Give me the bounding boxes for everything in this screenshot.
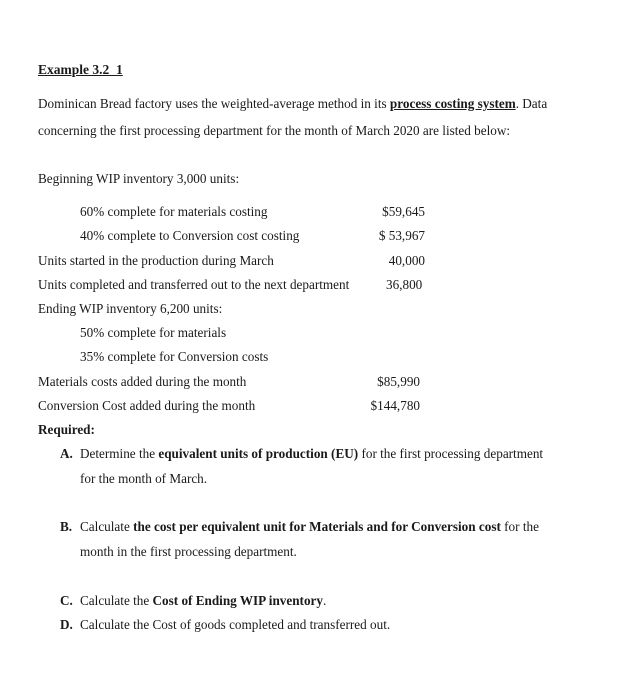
intro-line-2: concerning the first processing department for the month of March 2020 are listed below: bbox=[38, 123, 511, 138]
required-c-pre: Calculate the bbox=[80, 593, 153, 608]
required-b-line-1 bbox=[80, 519, 539, 535]
required-c-letter: C. bbox=[60, 593, 73, 608]
materials-added-label: Materials costs added during the month bbox=[38, 374, 247, 389]
required-b-letter: B. bbox=[60, 519, 73, 534]
ending-wip-heading: Ending WIP inventory 6,200 units: bbox=[38, 301, 223, 316]
required-a-post: for the first processing department bbox=[358, 446, 544, 461]
required-a-bold: equivalent units of production (EU) bbox=[158, 446, 359, 461]
required-c-line bbox=[80, 593, 326, 609]
required-c-post: . bbox=[323, 593, 327, 608]
units-completed-value: 36,800 bbox=[386, 277, 423, 292]
beginning-conversion-value: $ 53,967 bbox=[378, 228, 425, 243]
intro-line-1-post: . Data bbox=[515, 96, 548, 111]
required-a-pre: Determine the bbox=[80, 446, 159, 461]
required-b-bold: the cost per equivalent unit for Materials and for Conversion cost bbox=[133, 519, 501, 534]
units-completed-label: Units completed and transferred out to the next department bbox=[38, 277, 350, 292]
intro-line-1 bbox=[38, 96, 547, 112]
required-d-letter: D. bbox=[60, 617, 73, 632]
materials-added-value: $85,990 bbox=[377, 374, 420, 389]
required-c-bold: Cost of Ending WIP inventory bbox=[152, 593, 323, 608]
beginning-conversion-label: 40% complete to Conversion cost costing bbox=[80, 228, 300, 243]
ending-materials-label: 50% complete for materials bbox=[80, 325, 227, 340]
required-d-line: Calculate the Cost of goods completed and transferred out. bbox=[80, 617, 391, 632]
units-started-value: 40,000 bbox=[388, 253, 425, 268]
ending-conversion-label: 35% complete for Conversion costs bbox=[80, 349, 269, 364]
units-started-label: Units started in the production during March bbox=[38, 253, 274, 268]
required-a-letter: A. bbox=[60, 446, 73, 461]
required-a-line-2: for the month of March. bbox=[80, 471, 208, 486]
conversion-added-label: Conversion Cost added during the month bbox=[38, 398, 256, 413]
process-costing-system-term: process costing system bbox=[389, 96, 516, 111]
required-a-line-1 bbox=[80, 446, 543, 462]
intro-line-1-pre: Dominican Bread factory uses the weighted-average method in its bbox=[38, 96, 390, 111]
beginning-materials-label: 60% complete for materials costing bbox=[80, 204, 268, 219]
required-b-line-2: month in the first processing department. bbox=[80, 544, 297, 559]
required-heading: Required: bbox=[38, 422, 95, 437]
example-title: Example 3.2_1 bbox=[38, 62, 123, 77]
beginning-materials-value: $59,645 bbox=[382, 204, 425, 219]
conversion-added-value: $144,780 bbox=[370, 398, 420, 413]
beginning-wip-heading: Beginning WIP inventory 3,000 units: bbox=[38, 171, 240, 186]
required-b-post: for the bbox=[500, 519, 539, 534]
required-b-pre: Calculate bbox=[80, 519, 134, 534]
